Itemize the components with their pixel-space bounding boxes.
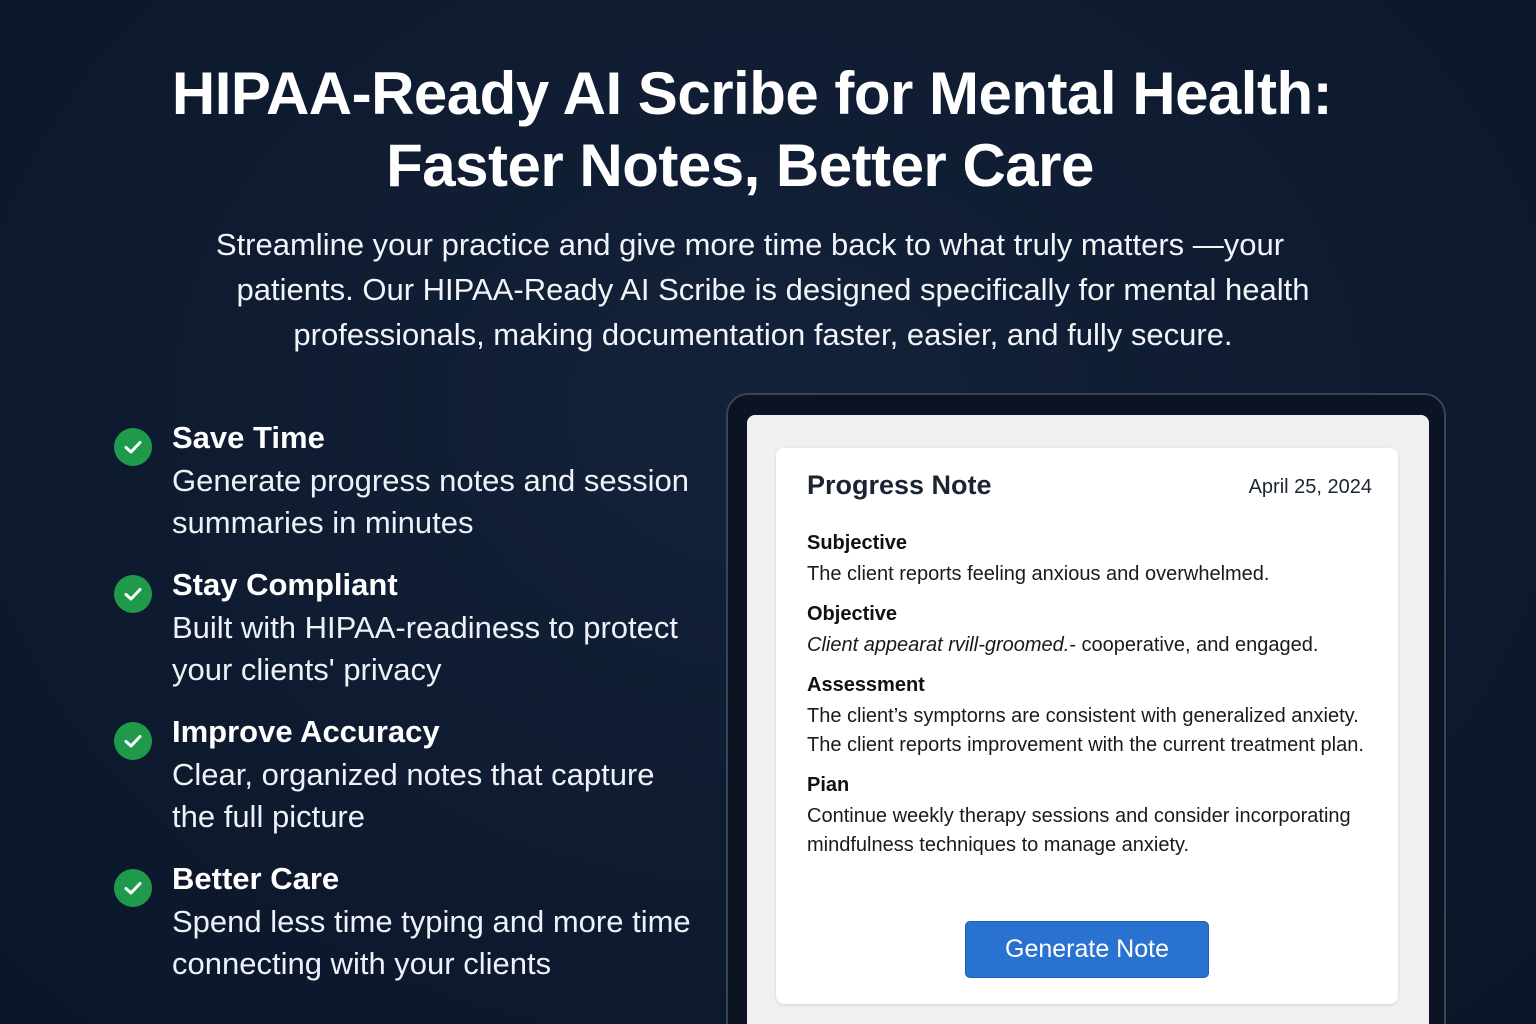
intro-line-2: patients. Our HIPAA-Ready AI Scribe is designed specifically for mental health: [236, 272, 1310, 307]
feature-title: Improve Accuracy: [172, 714, 440, 749]
feature-stay-compliant: [114, 565, 714, 712]
feature-description: Spend less time typing and more time connecting with your clients: [172, 904, 691, 981]
page-title-line-1: HIPAA-Ready AI Scribe for Mental Health:: [171, 60, 1333, 127]
page-title: [0, 58, 1536, 202]
check-circle-icon: [114, 722, 152, 760]
note-title: Progress Note: [807, 470, 992, 500]
section-text-plan: Continue weekly therapy sessions and consider incorporating mindfulness techniques to manage anxiety.: [807, 805, 1351, 856]
feature-save-time: [114, 418, 714, 565]
intro-line-3: professionals, making documentation faster, easier, and fully secure.: [293, 317, 1233, 352]
page-title-line-2: Faster Notes, Better Care: [386, 132, 1094, 199]
section-text-objective: [807, 631, 1377, 660]
section-text-assessment: The client’s symptorns are consistent with generalized anxiety. The client reports improvement with the current treatment plan.: [807, 705, 1364, 756]
section-label-plan: Pian: [807, 774, 850, 796]
note-body: [807, 530, 1377, 872]
section-label-objective: Objective: [807, 603, 898, 625]
tablet-device-frame: [726, 393, 1446, 1024]
check-circle-icon: [114, 428, 152, 466]
generate-note-button[interactable]: Generate Note: [965, 921, 1209, 978]
tablet-screen: [747, 415, 1429, 1024]
section-label-assessment: Assessment: [807, 674, 925, 696]
check-circle-icon: [114, 869, 152, 907]
feature-description: Built with HIPAA-readiness to protect your clients' privacy: [172, 610, 678, 687]
feature-list: [114, 418, 714, 1006]
feature-title: Stay Compliant: [172, 567, 398, 602]
feature-improve-accuracy: [114, 712, 714, 859]
section-text-objective-italic: Client appearat rvill-groomed.: [807, 634, 1070, 656]
feature-description: Clear, organized notes that capture the full picture: [172, 757, 655, 834]
section-label-subjective: Subjective: [807, 532, 908, 554]
feature-description: Generate progress notes and session summaries in minutes: [172, 463, 689, 540]
feature-title: Better Care: [172, 861, 340, 896]
feature-better-care: [114, 859, 714, 1006]
note-date: April 25, 2024: [1248, 476, 1372, 498]
intro-paragraph: [0, 222, 1536, 357]
intro-line-1: Streamline your practice and give more time back to what truly matters —your: [215, 227, 1285, 262]
feature-title: Save Time: [172, 420, 325, 455]
section-text-objective-rest: - cooperative, and engaged.: [1069, 634, 1319, 656]
check-circle-icon: [114, 575, 152, 613]
progress-note-card: [776, 448, 1398, 1004]
section-text-subjective: The client reports feeling anxious and overwhelmed.: [807, 563, 1270, 585]
